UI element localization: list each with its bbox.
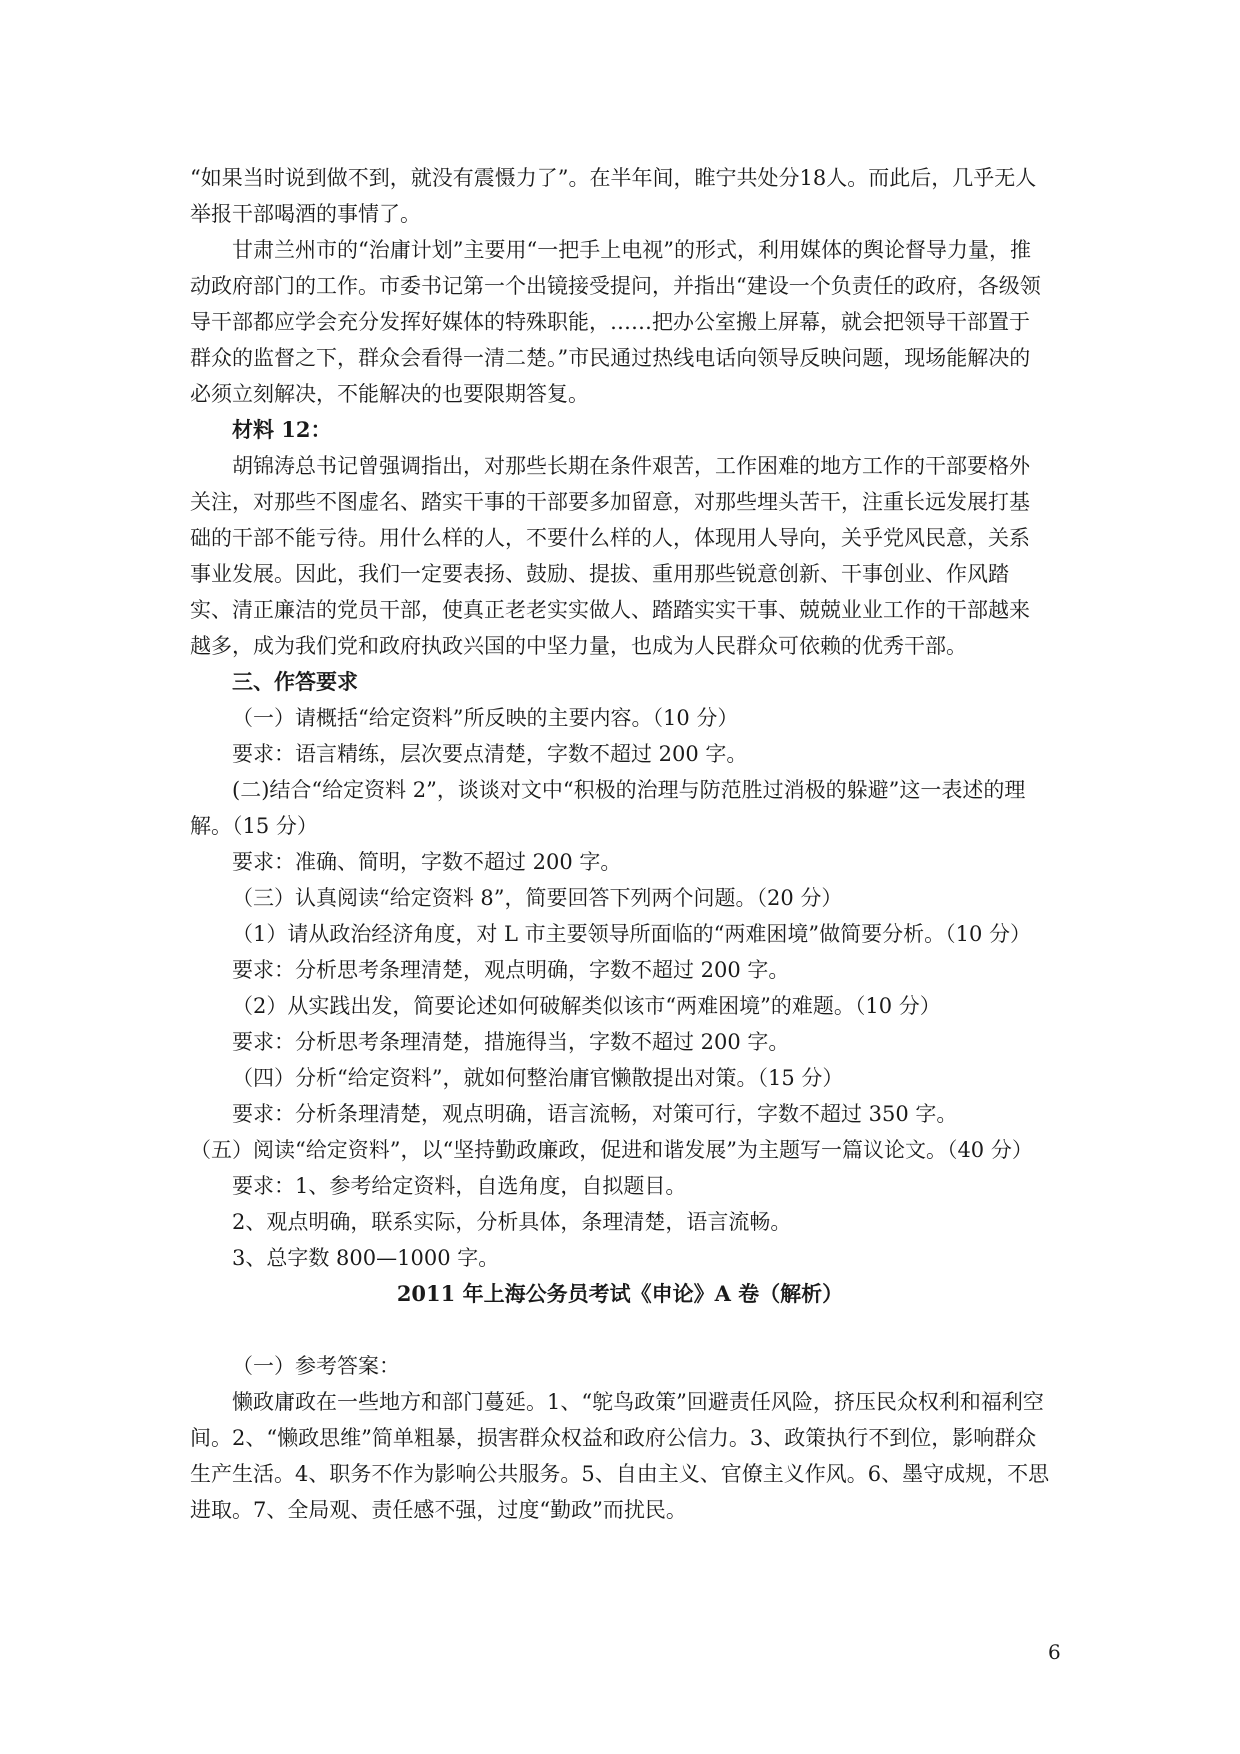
requirement-item: 要求：语言精练，层次要点清楚，字数不超过 200 字。 bbox=[232, 742, 748, 766]
requirement-item: （一）请概括“给定资料”所反映的主要内容。（10 分） bbox=[232, 706, 739, 730]
answer-body: 懒政庸政在一些地方和部门蔓延。1、“鸵鸟政策”回避责任风险，挤压民众权利和福利空间。2、“懒政思维”简单粗暴，损害群众权益和政府公信力。3、政策执行不到位，影响群众生产生活。4、职务不作为影响公共服务。5、自由主义、官僚主义作风。6、墨守成规，不思进取。7、全局观、责任感不强，过度“勤政”而扰民。 bbox=[190, 1390, 1050, 1522]
requirement-item: 要求：准确、简明，字数不超过 200 字。 bbox=[232, 850, 622, 874]
spacer bbox=[190, 1312, 1050, 1348]
requirement-item: 要求：1、参考给定资料，自选角度，自拟题目。 bbox=[232, 1174, 687, 1198]
material-12-heading: 材料 12： bbox=[232, 417, 332, 442]
requirement-item: （1）请从政治经济角度，对 L 市主要领导所面临的“两难困境”做简要分析。（10 分） bbox=[232, 922, 1032, 946]
paragraph-continued: “如果当时说到做不到，就没有震慑力了”。在半年间，睢宁共处分18人。而此后，几乎无人举报干部喝酒的事情了。 bbox=[190, 166, 1037, 226]
requirement-item: 要求：分析思考条理清楚，观点明确，字数不超过 200 字。 bbox=[232, 958, 790, 982]
requirement-item: 要求：分析思考条理清楚，措施得当，字数不超过 200 字。 bbox=[232, 1030, 790, 1054]
requirement-item: 3、总字数 800—1000 字。 bbox=[232, 1246, 500, 1270]
requirement-item: (二)结合“给定资料 2”，谈谈对文中“积极的治理与防范胜过消极的躲避”这一表述的理解。（15 分） bbox=[190, 778, 1026, 838]
material-12-body: 胡锦涛总书记曾强调指出，对那些长期在条件艰苦，工作困难的地方工作的干部要格外关注，对那些不图虚名、踏实干事的干部要多加留意，对那些埋头苦干，注重长远发展打基础的干部不能亏待。用什么样的人，不要什么样的人，体现用人导向，关乎党风民意，关系事业发展。因此，我们一定要表扬、鼓励、提拔、重用那些锐意创新、干事创业、作风踏实、清正廉洁的党员干部，使真正老老实实做人、踏踏实实干事、兢兢业业工作的干部越来越多，成为我们党和政府执政兴国的中坚力量，也成为人民群众可依赖的优秀干部。 bbox=[190, 454, 1030, 658]
requirement-item: 2、观点明确，联系实际，分析具体，条理清楚，语言流畅。 bbox=[232, 1210, 792, 1234]
requirement-item: （2）从实践出发，简要论述如何破解类似该市“两难困境”的难题。（10 分） bbox=[232, 994, 941, 1018]
page-content bbox=[190, 160, 1050, 1528]
requirement-item: （三）认真阅读“给定资料 8”，简要回答下列两个问题。（20 分） bbox=[232, 886, 843, 910]
requirements-heading: 三、作答要求 bbox=[232, 669, 358, 694]
requirement-item: （五）阅读“给定资料”，以“坚持勤政廉政，促进和谐发展”为主题写一篇议论文。（40 分） bbox=[190, 1138, 1033, 1162]
requirement-item: 要求：分析条理清楚，观点明确，语言流畅，对策可行，字数不超过 350 字。 bbox=[232, 1102, 958, 1126]
paragraph-lanzhou: 甘肃兰州市的“治庸计划”主要用“一把手上电视”的形式，利用媒体的舆论督导力量，推动政府部门的工作。市委书记第一个出镜接受提问，并指出“建设一个负责任的政府，各级领导干部都应学会充分发挥好媒体的特殊职能，……把办公室搬上屏幕，就会把领导干部置于群众的监督之下，群众会看得一清二楚。”市民通过热线电话向领导反映问题，现场能解决的必须立刻解决，不能解决的也要限期答复。 bbox=[190, 238, 1041, 406]
requirement-item: （四）分析“给定资料”，就如何整治庸官懒散提出对策。（15 分） bbox=[232, 1066, 844, 1090]
page-number: 6 bbox=[1048, 1640, 1061, 1664]
analysis-title: 2011 年上海公务员考试《申论》A 卷（解析） bbox=[396, 1281, 844, 1306]
answer-heading: （一）参考答案： bbox=[232, 1354, 400, 1378]
